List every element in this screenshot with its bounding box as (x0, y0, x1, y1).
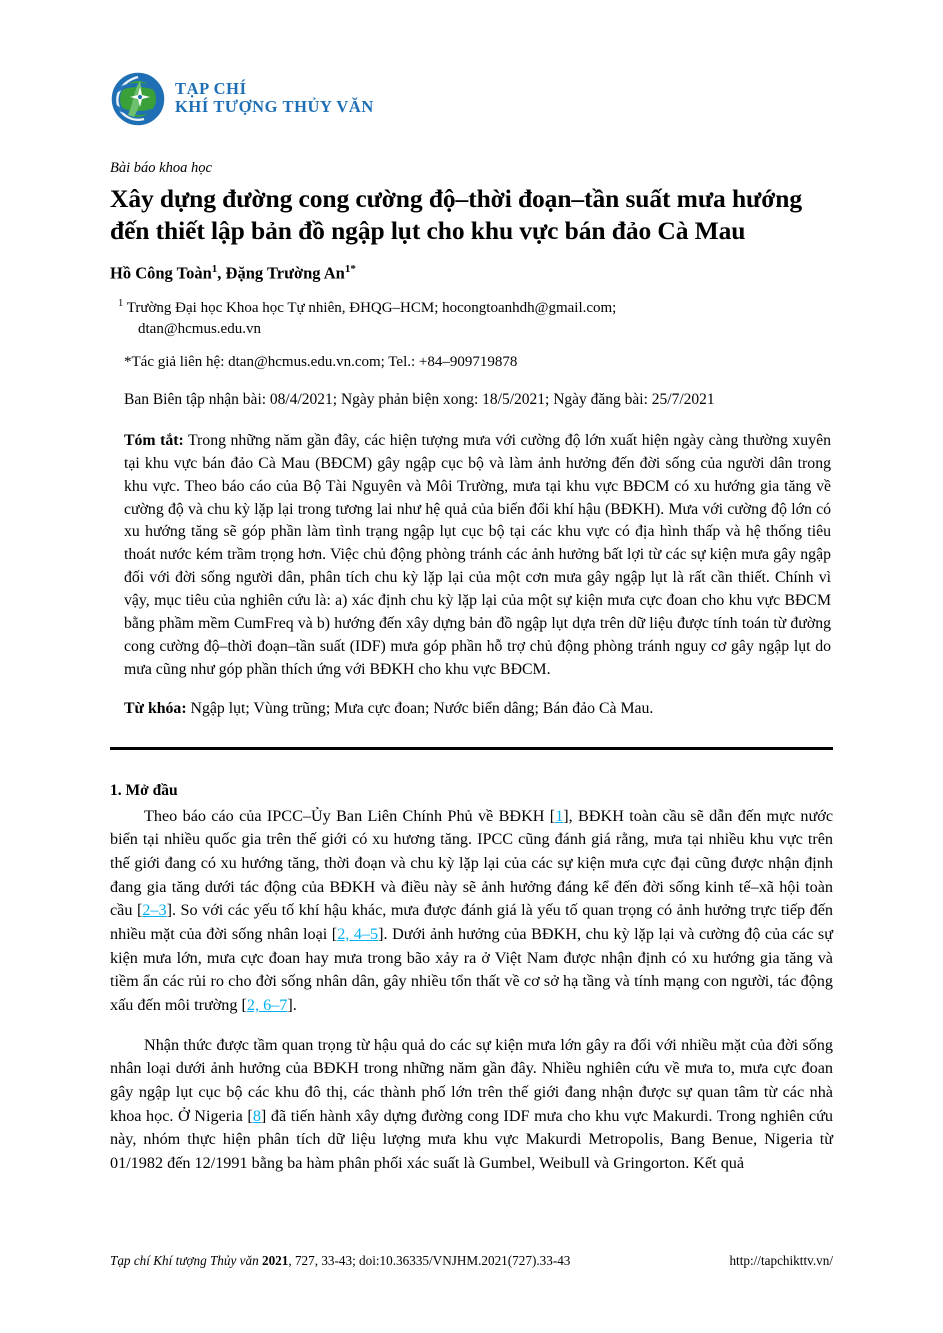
author-1-affiliation-marker: 1 (211, 262, 218, 275)
footer-citation (110, 1252, 570, 1269)
body-paragraph-2 (110, 1034, 833, 1176)
paragraph-1-text-e: ]. (287, 995, 297, 1014)
journal-logo-line1: TẠP CHÍ (175, 78, 247, 98)
publication-dates: Ban Biên tập nhận bài: 08/4/2021; Ngày phản biện xong: 18/5/2021; Ngày đăng bài: 25/7/2021 (124, 390, 715, 408)
title-line-1: Xây dựng đường cong cường độ–thời đoạn–tần suất mưa hướng (110, 184, 802, 214)
author-name-1: Hồ Công Toàn (110, 263, 212, 283)
affiliation-marker: 1 (118, 297, 124, 309)
section-heading-1: 1. Mở đầu (110, 781, 178, 799)
citation-link-8[interactable]: 8 (252, 1106, 261, 1125)
title-line-2: đến thiết lập bản đồ ngập lụt cho khu vực bán đảo Cà Mau (110, 215, 746, 245)
keywords (110, 698, 833, 721)
paragraph-1-text-d: ]. Dưới ảnh hưởng của BĐKH, chu kỳ lặp lại và cường độ của các sự kiện mưa lớn, mưa cực đoan hay mưa trong bão xảy ra ở Việt Nam được nhận định có xu hướng gia tăng và tiềm ẩn các rủi ro cho đời sống nhân dân, gây nhiều tổn thất về cơ sở hạ tầng và tính mạng con người, tác động xấu đến môi trường [ (110, 924, 834, 1014)
footer-year: 2021 (261, 1253, 289, 1268)
journal-masthead (110, 0, 833, 132)
paragraph-1-text-b: ], BĐKH toàn cầu sẽ dẫn đến mực nước biển tại nhiều quốc gia trên thế giới có xu hương tăng. IPCC cũng đánh giá rằng, mưa tại nhiều khu vực trên thế giới đang có xu hướng tăng, thời đoạn và chu kỳ lặp lại của các sự kiện mưa cực đại cũng được nhận định đang gia tăng dưới tác động của BĐKH và điều này sẽ ảnh hưởng đáng kể đến đời sống kinh tế–xã hội toàn cầu [ (110, 806, 834, 920)
author-list (110, 263, 833, 284)
journal-logo-line2: KHÍ TƯỢNG THỦY VĂN (175, 97, 374, 116)
paragraph-1-text-a: Theo báo cáo của IPCC–Ủy Ban Liên Chính Phủ về BĐKH [ (144, 806, 556, 825)
section-divider (110, 747, 833, 750)
corresponding-author: *Tác giả liên hệ: dtan@hcmus.edu.vn.com; Tel.: +84–909719878 (124, 354, 518, 371)
abstract (110, 430, 833, 682)
affiliation-line-1: Trường Đại học Khoa học Tự nhiên, ĐHQG–HCM; hocongtoanhdh@gmail.com; (123, 299, 617, 316)
citation-link-1[interactable]: 1 (555, 806, 564, 825)
paragraph-2-text-a: Nhận thức được tầm quan trọng từ hậu quả do các sự kiện mưa lớn gây ra đối với nhiều mặt của đời sống nhân loại dưới ảnh hưởng của BĐKH trong những năm gần đây. Nhiều nghiên cứu về mưa to, mưa cực đoan gây ngập lụt cục bộ các khu đô thị, các thành phố lớn trên thế giới đang nhận được sự quan tâm từ các nhà khoa học. Ở Nigeria [ (110, 1035, 833, 1125)
footer-issue-pages: , 727, 33-43; doi:10.36335/VNJHM.2021(727).33-43 (288, 1253, 571, 1268)
keywords-text: Ngập lụt; Vùng trũng; Mưa cực đoan; Nước biển dâng; Bán đảo Cà Mau. (186, 699, 654, 717)
citation-link-2-3[interactable]: 2–3 (142, 901, 167, 920)
footer-url[interactable]: http://tapchikttv.vn/ (729, 1253, 833, 1268)
body-paragraph-1 (110, 805, 833, 1018)
journal-logo-text (175, 80, 374, 119)
author-2-affiliation-marker: 1* (344, 262, 356, 275)
abstract-text: Trong những năm gần đây, các hiện tượng mưa với cường độ lớn xuất hiện ngày càng thường xuyên tại khu vực bán đảo Cà Mau (BĐCM) gây ngập cục bộ và làm ảnh hưởng đến đời sống của người dân trong khu vực. Theo báo cáo của Bộ Tài Nguyên và Môi Trường, mưa tại khu vực BĐCM có xu hướng gia tăng về cường độ và chu kỳ lặp lại trong tương lai như hệ quả của biến đổi khí hậu (BĐKH). Mưa với cường độ lớn có xu hướng tăng sẽ góp phần làm tình trạng ngập lụt cục bộ tại các khu vực có địa hình thấp và hệ thống tiêu thoát nước kém trầm trọng hơn. Việc chủ động phòng tránh các ảnh hưởng bất lợi từ các sự kiện mưa gây ngập đối với đời sống người dân, phân tích chu kỳ lặp lại của một cơn mưa gây ngập lụt là rất cần thiết. Chính vì vậy, mục tiêu của nghiên cứu là: a) xác định chu kỳ lặp lại của một sự kiện mưa cực đoan cho khu vực BĐCM bằng phầm mềm CumFreq và b) hướng đến xây dựng bản đồ ngập lụt dựa trên dữ liệu được tính toán từ đường cong cường độ–thời đoạn–tần suất (IDF) mưa góp phần hỗ trợ chủ động phòng tránh nguy cơ gây ngập lụt do mưa cũng như góp phần thích ứng với BĐKH cho khu vực BĐCM. (124, 431, 831, 678)
citation-link-2-6-7[interactable]: 2, 6–7 (246, 995, 288, 1014)
paragraph-1-text-c: ]. So với các yếu tố khí hậu khác, mưa được đánh giá là yếu tố quan trọng có ảnh hưởng trực tiếp đến nhiều mặt của đời sống nhân loại [ (110, 901, 833, 943)
affiliation (110, 297, 833, 339)
page-title (110, 183, 833, 245)
author-name-2: , Đặng Trường An (217, 263, 345, 283)
keywords-label: Từ khóa: (124, 699, 187, 717)
abstract-label: Tóm tắt: (124, 431, 184, 449)
journal-globe-compass-logo-icon (110, 71, 166, 127)
page-footer (110, 1252, 833, 1269)
affiliation-line-2: dtan@hcmus.edu.vn (138, 320, 261, 337)
paragraph-2-text-b: ] đã tiến hành xây dựng đường cong IDF mưa cho khu vực Makurdi. Trong nghiên cứu này, nhóm thực hiện phân tích dữ liệu lượng mưa khu vực Makurdi Metropolis, Bang Benue, Nigeria từ 01/1982 đến 12/1991 bằng ba hàm phân phối xác suất là Gumbel, Weibull và Gringorton. Kết quả (110, 1106, 833, 1173)
citation-link-2-4-5[interactable]: 2, 4–5 (337, 924, 379, 943)
footer-journal-name: Tạp chí Khí tượng Thủy văn (110, 1253, 259, 1268)
article-type-kicker: Bài báo khoa học (110, 160, 212, 176)
